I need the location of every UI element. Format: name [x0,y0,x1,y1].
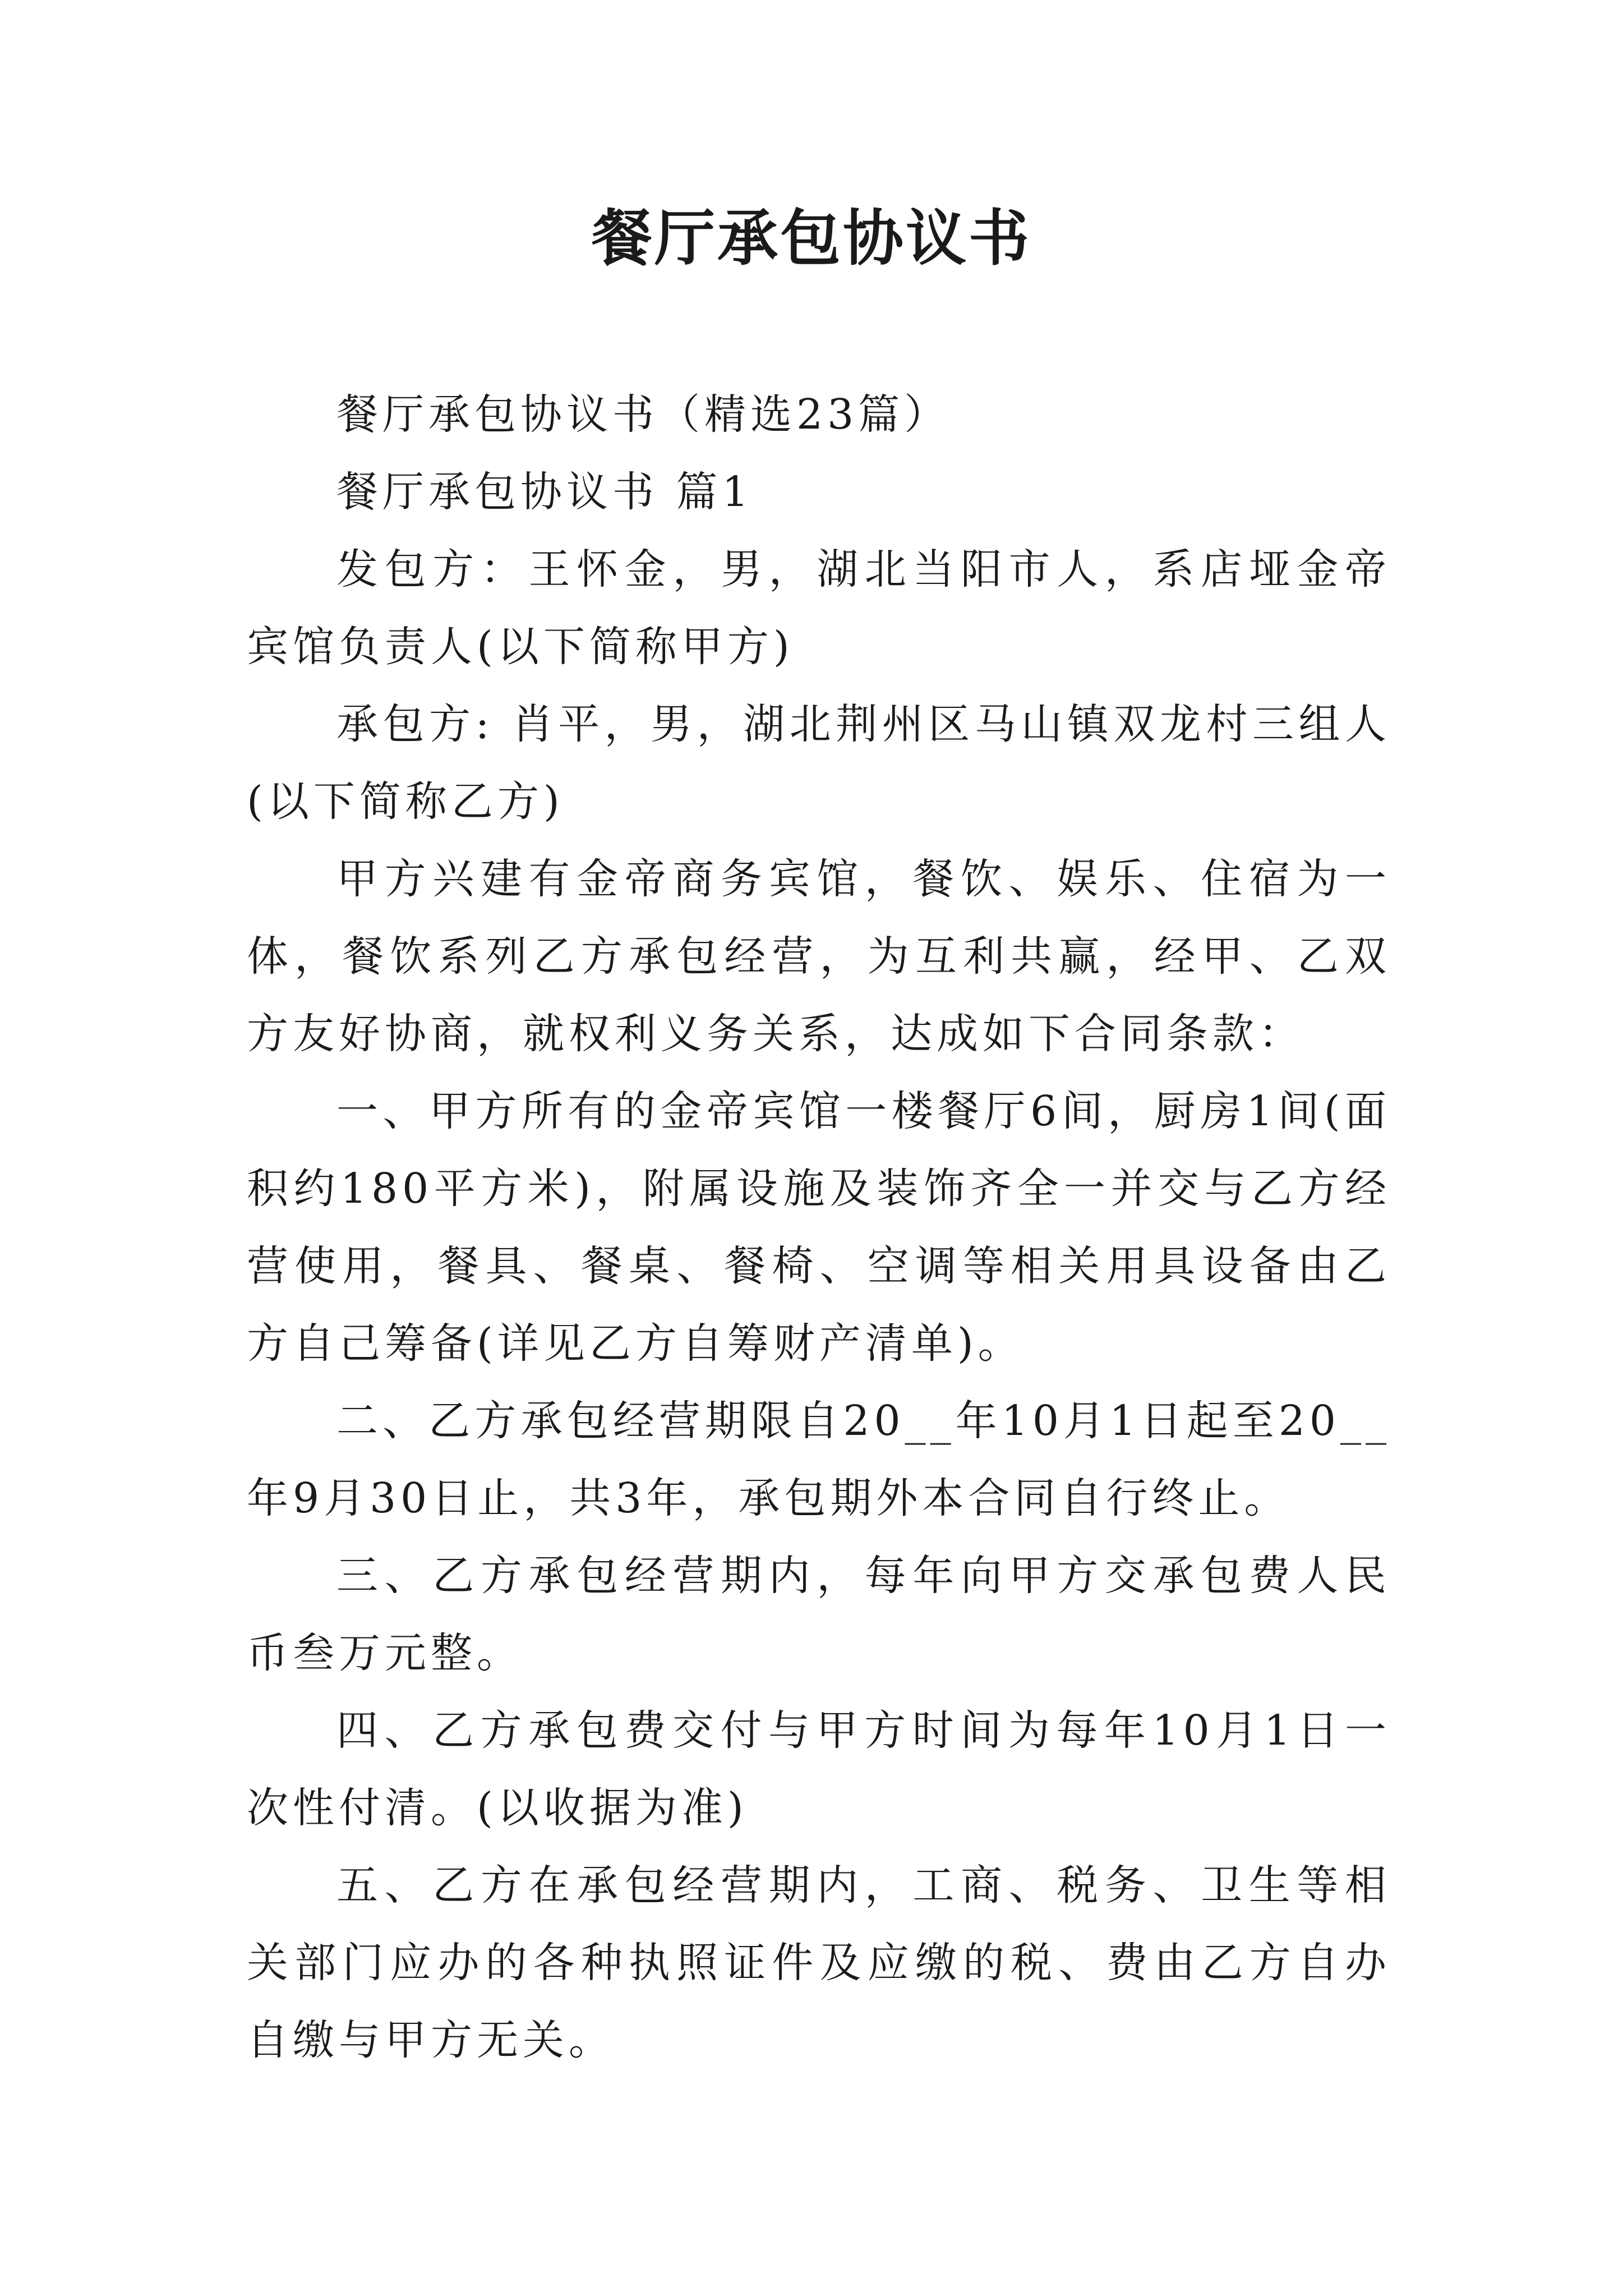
preamble-paragraph: 甲方兴建有金帝商务宾馆，餐饮、娱乐、住宿为一体，餐饮系列乙方承包经营，为互利共赢，经甲、乙双方友好协商，就权利义务关系，达成如下合同条款： [247,855,1391,1058]
clause-3-paragraph: 三、乙方承包经营期内，每年向甲方交承包费人民币叁万元整。 [247,1552,1391,1677]
document-body [247,376,1391,2079]
party-a-paragraph: 发包方：王怀金，男，湖北当阳市人，系店垭金帝宾馆负责人(以下简称甲方) [247,545,1391,671]
document-title: 餐厅承包协议书 [591,203,1031,274]
subtitle-paragraph: 餐厅承包协议书（精选23篇） [336,390,951,439]
clause-1-paragraph: 一、甲方所有的金帝宾馆一楼餐厅6间，厨房1间(面积约180平方米)，附属设施及装饰齐全一并交与乙方经营使用，餐具、餐桌、餐椅、空调等相关用具设备由乙方自己筹备(详见乙方自筹财产清单)。 [247,1087,1391,1368]
clause-2-paragraph: 二、乙方承包经营期限自20__年10月1日起至20__年9月30日止，共3年，承包期外本合同自行终止。 [247,1397,1391,1522]
clause-5-paragraph: 五、乙方在承包经营期内，工商、税务、卫生等相关部门应办的各种执照证件及应缴的税、费由乙方自办自缴与甲方无关。 [247,1861,1391,2064]
clause-4-paragraph: 四、乙方承包费交付与甲方时间为每年10月1日一次性付清。(以收据为准) [247,1706,1391,1832]
section-heading: 餐厅承包协议书 篇1 [336,468,753,516]
party-b-paragraph: 承包方: 肖平，男，湖北荆州区马山镇双龙村三组人(以下简称乙方) [247,700,1391,826]
